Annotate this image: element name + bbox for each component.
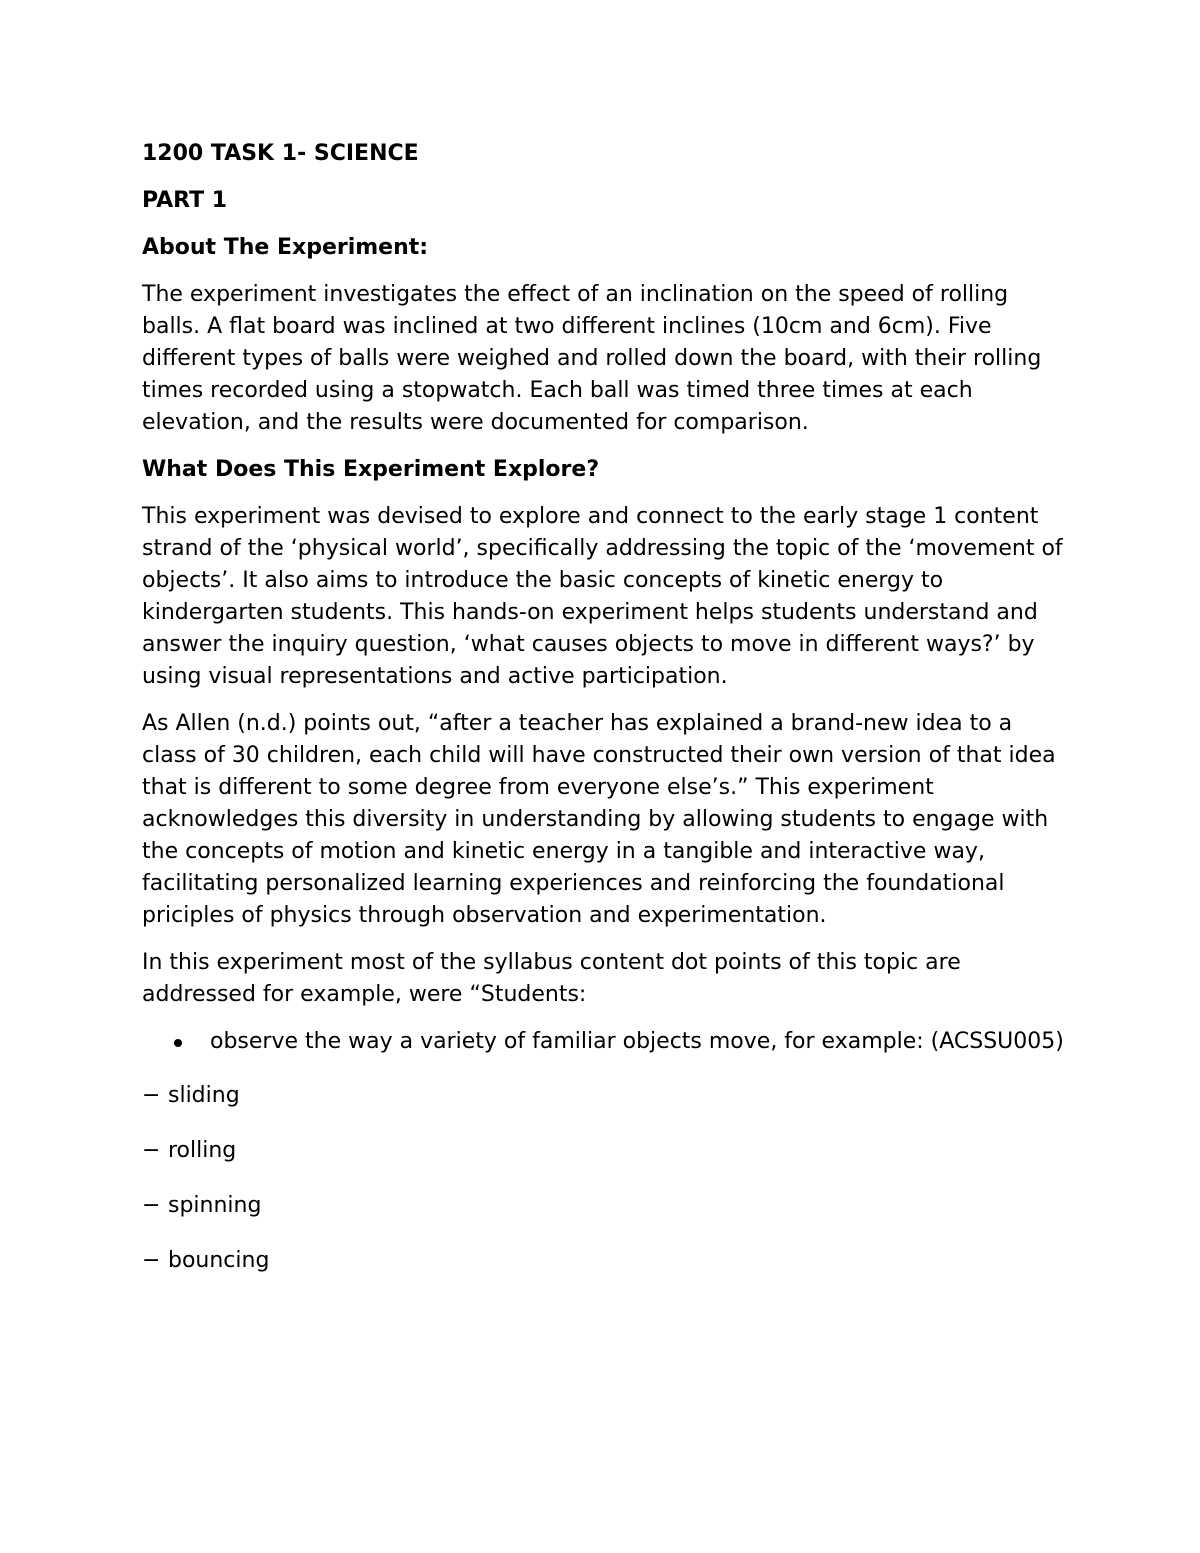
dash-item-bouncing: [142, 1245, 1072, 1277]
dash-icon: −: [142, 1248, 161, 1273]
dash-item-sliding: [142, 1080, 1072, 1112]
dash-item-text: rolling: [168, 1138, 237, 1163]
part-heading: PART 1: [142, 188, 228, 213]
bullet-dot-icon: [174, 1039, 182, 1047]
dash-item-spinning: [142, 1190, 1072, 1222]
dash-icon: −: [142, 1083, 161, 1108]
document-page: [142, 138, 1072, 1300]
explore-paragraph-1: This experiment was devised to explore and connect to the early stage 1 content strand of the ‘physical world’, specifically addressing the topic of the ‘movement of objects’. It also aims to introduce the basic concepts of kinetic energy to kindergarten students. This hands-on experiment helps students understand and answer the inquiry question, ‘what causes objects to move in different ways?’ by using visual representations and active participation.: [142, 504, 1063, 689]
explore-paragraph-2: As Allen (n.d.) points out, “after a teacher has explained a brand-new idea to a class of 30 children, each child will have constructed their own version of that idea that is different to some degree from everyone else’s.” This experiment acknowledges this diversity in understanding by allowing students to engage with the concepts of motion and kinetic energy in a tangible and interactive way, facilitating personalized learning experiences and reinforcing the foundational priciples of physics through observation and experimentation.: [142, 711, 1056, 928]
dash-item-text: sliding: [168, 1083, 240, 1108]
about-paragraph: The experiment investigates the effect of an inclination on the speed of rolling balls. A flat board was inclined at two different inclines (10cm and 6cm). Five different types of balls were weighed and rolled down the board, with their rolling times recorded using a stopwatch. Each ball was timed three times at each elevation, and the results were documented for comparison.: [142, 282, 1042, 435]
bullet-item: [142, 1026, 1072, 1058]
section-heading-about: About The Experiment:: [142, 235, 429, 260]
dash-item-rolling: [142, 1135, 1072, 1167]
bullet-text: observe the way a variety of familiar objects move, for example: (ACSSU005): [210, 1029, 1064, 1054]
dash-icon: −: [142, 1138, 161, 1163]
dash-item-text: bouncing: [168, 1248, 270, 1273]
explore-paragraph-3: In this experiment most of the syllabus content dot points of this topic are addressed for example, were “Students:: [142, 950, 961, 1007]
dash-icon: −: [142, 1193, 161, 1218]
section-heading-explore: What Does This Experiment Explore?: [142, 457, 600, 482]
document-title: 1200 TASK 1- SCIENCE: [142, 141, 419, 166]
syllabus-bullet-list: [142, 1026, 1072, 1058]
dash-item-text: spinning: [168, 1193, 262, 1218]
